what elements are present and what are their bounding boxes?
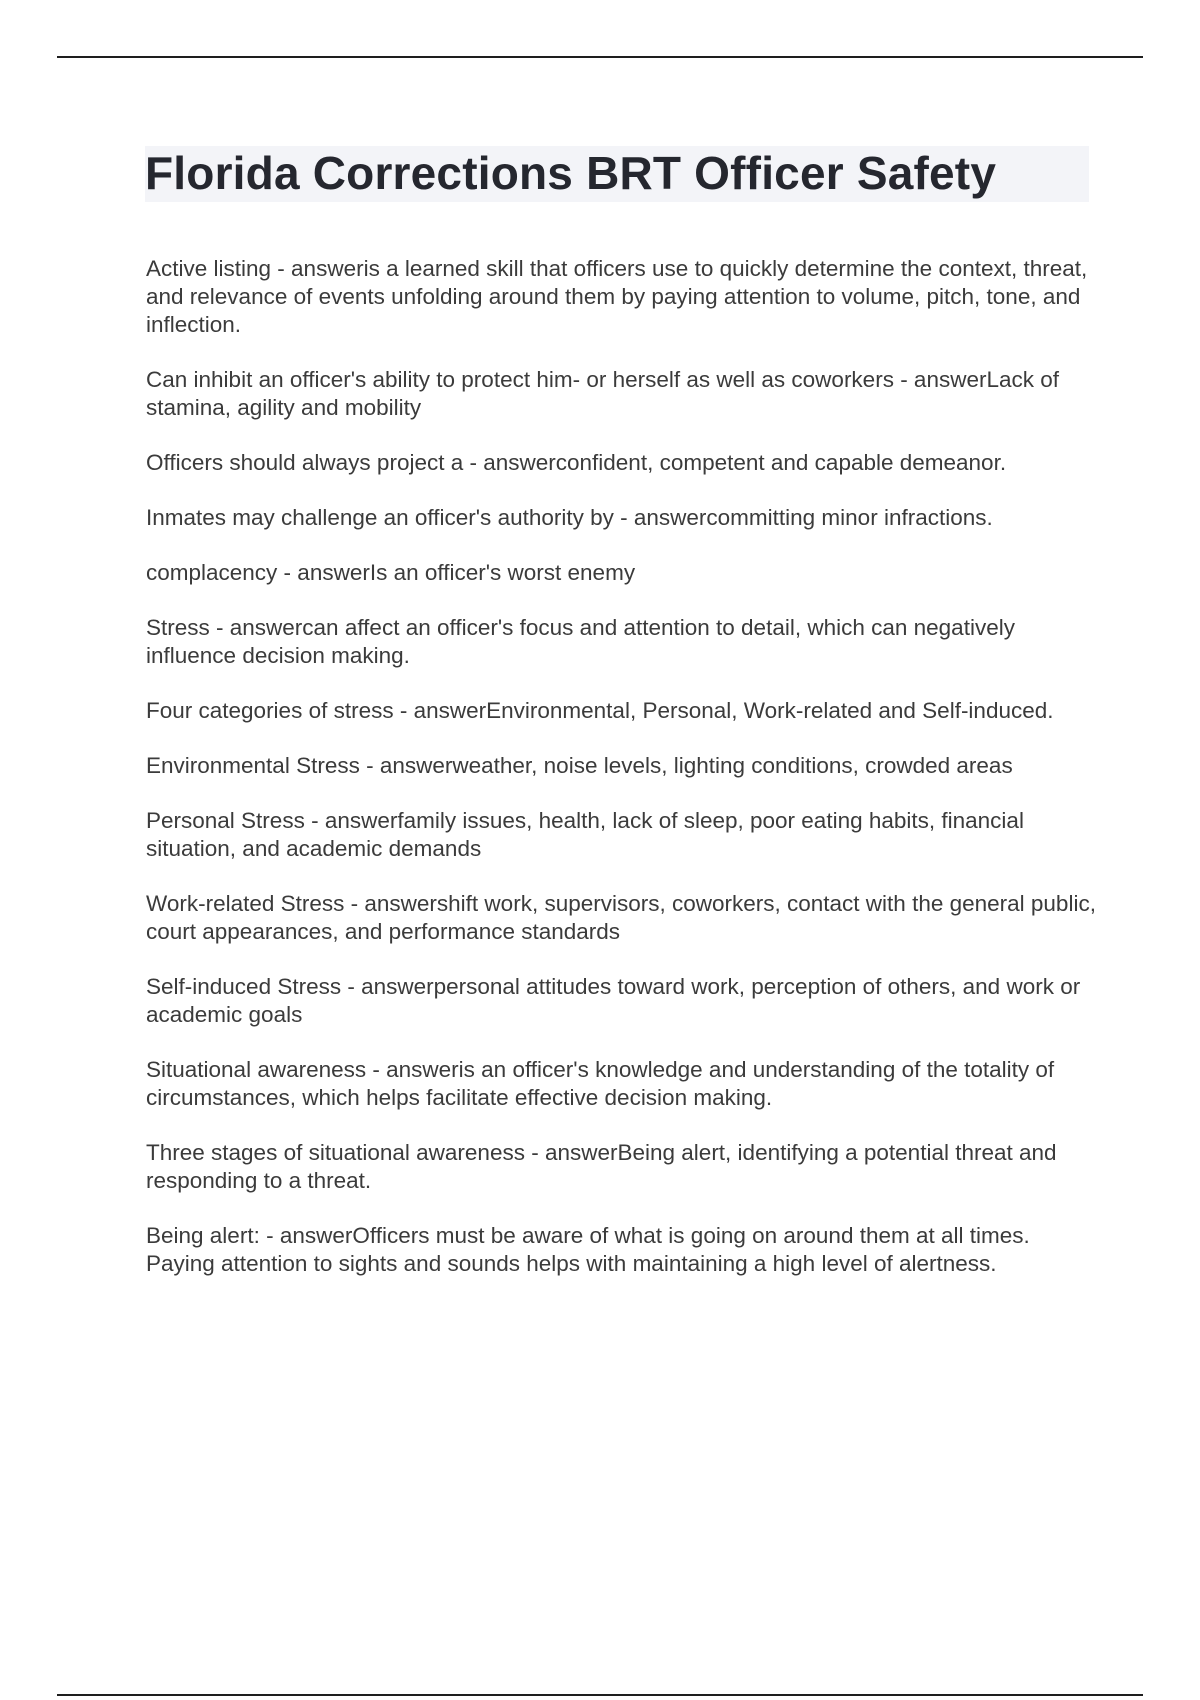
flashcard-entry-challenge-authority: Inmates may challenge an officer's authority by - answercommitting minor infractions. xyxy=(146,505,993,530)
flashcard-entry-complacency: complacency - answerIs an officer's worst enemy xyxy=(146,560,636,585)
flashcard-entry-personal-stress: Personal Stress - answerfamily issues, health, lack of sleep, poor eating habits, financial situation, and academic demands xyxy=(146,808,1024,861)
top-divider xyxy=(57,56,1143,58)
flashcard-entry-situational-awareness: Situational awareness - answeris an officer's knowledge and understanding of the totality of circumstances, which helps facilitate effective decision making. xyxy=(146,1057,1055,1110)
flashcard-entry-work-related-stress: Work-related Stress - answershift work, supervisors, coworkers, contact with the general public, court appearances, and performance standards xyxy=(146,891,1096,944)
flashcard-entry-project-demeanor: Officers should always project a - answerconfident, competent and capable demeanor. xyxy=(146,450,1007,475)
flashcard-entry-awareness-stages: Three stages of situational awareness - answerBeing alert, identifying a potential threat and responding to a threat. xyxy=(146,1140,1057,1193)
flashcard-entry-self-induced-stress: Self-induced Stress - answerpersonal attitudes toward work, perception of others, and work or academic goals xyxy=(146,974,1081,1027)
flashcard-entry-stress-categories: Four categories of stress - answerEnvironmental, Personal, Work-related and Self-induced. xyxy=(146,698,1054,723)
flashcard-entry-stress: Stress - answercan affect an officer's focus and attention to detail, which can negatively influence decision making. xyxy=(146,615,1015,668)
flashcard-entry-active-listening: Active listing - answeris a learned skill that officers use to quickly determine the context, threat, and relevance of events unfolding around them by paying attention to volume, pitch, tone, and inflection. xyxy=(146,256,1088,337)
bottom-divider xyxy=(57,1694,1143,1696)
page-title: Florida Corrections BRT Officer Safety xyxy=(145,147,997,199)
flashcard-entry-being-alert: Being alert: - answerOfficers must be aware of what is going on around them at all times. Paying attention to sights and sounds helps with maintaining a high level of alertness. xyxy=(146,1223,1030,1276)
flashcard-list xyxy=(146,255,1096,1305)
flashcard-entry-environmental-stress: Environmental Stress - answerweather, noise levels, lighting conditions, crowded areas xyxy=(146,753,1013,778)
flashcard-entry-inhibit-ability: Can inhibit an officer's ability to protect him- or herself as well as coworkers - answerLack of stamina, agility and mobility xyxy=(146,367,1060,420)
